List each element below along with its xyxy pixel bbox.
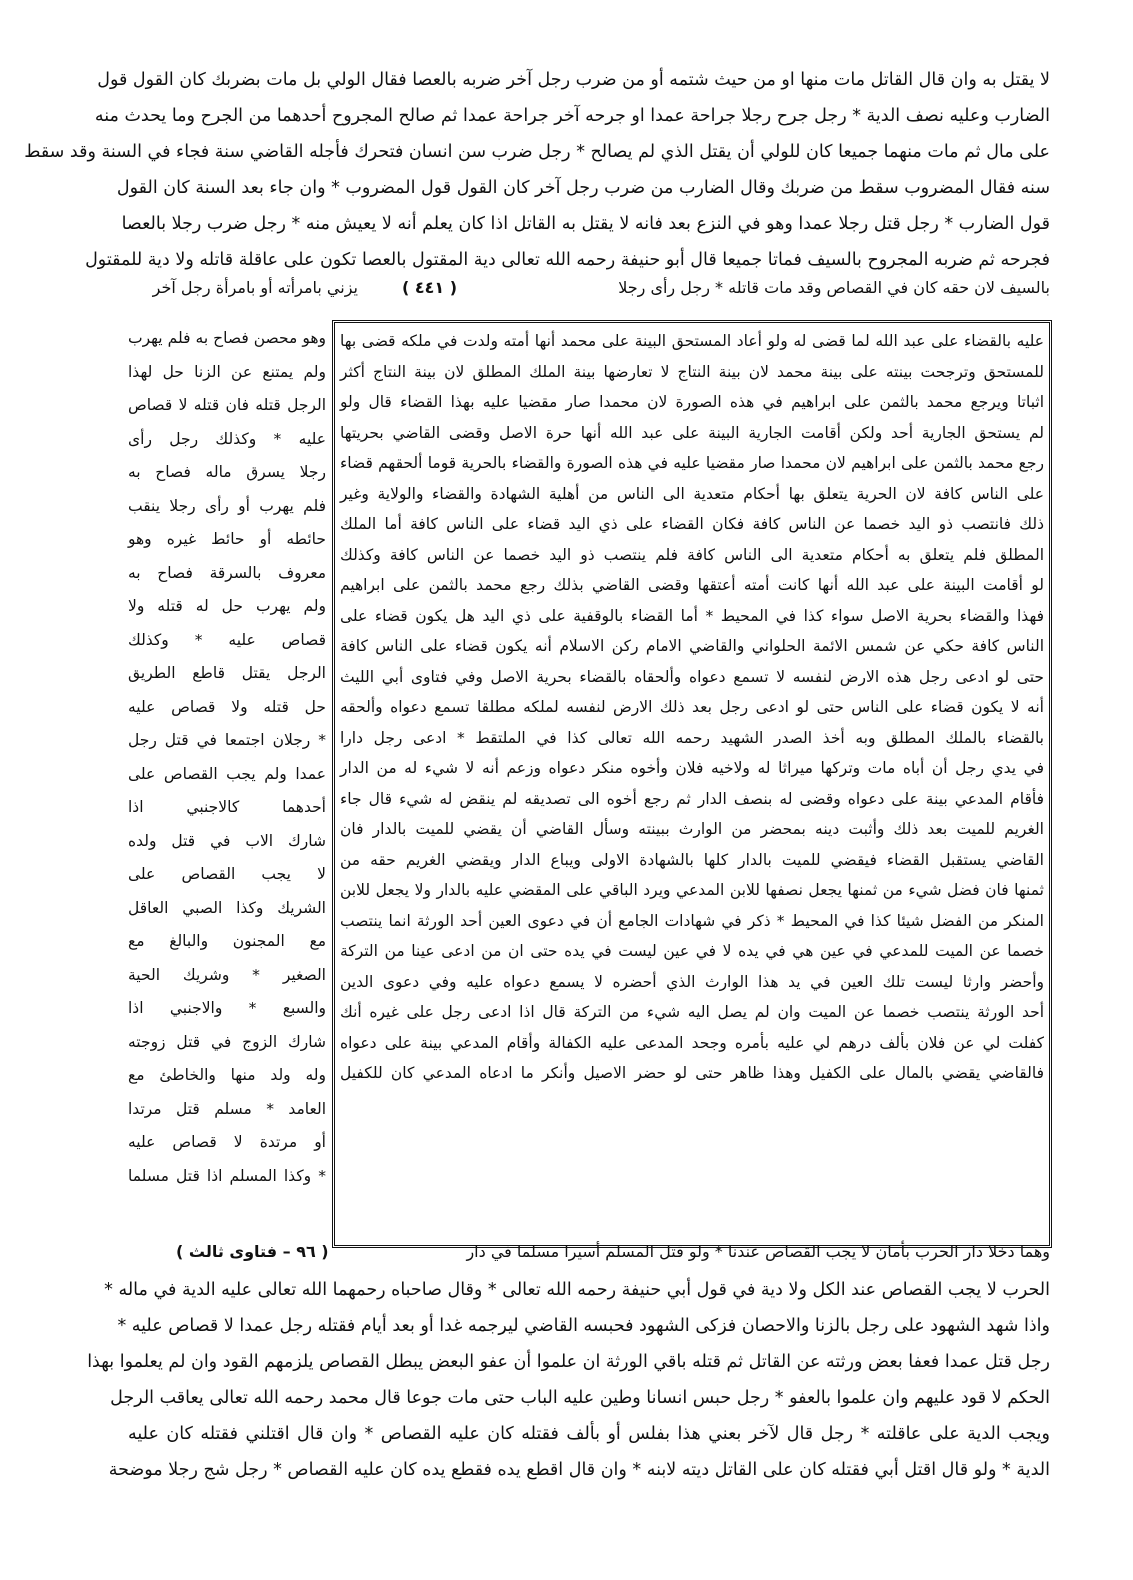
text-line: أحدهما كالاجنبي اذا xyxy=(128,798,326,816)
text-line: وهو محصن فصاح به فلم يهرب xyxy=(128,329,326,347)
text-line: ويجب الدية على عاقلته * رجل قال لآخر بعني هذا بفلس أو بألف فقتله كان عليه القصاص * وان قال اقتلني فقتله كان عليه xyxy=(128,1424,1050,1444)
text-line: الشريك وكذا الصبي العاقل xyxy=(128,898,326,917)
text-line: على مال ثم مات منهما جميعا كان للولي أن يقتل الذي لم يصالح * رجل ضرب سن انسان فتحرك فأجله القاضي سنة فجاء في السنة وقد سقط xyxy=(24,142,1050,162)
text-line: في يدي رجل أن أباه مات وتركها ميراثا له ولاخيه فلان وأخوه منكر دعواه وزعم أنه لا شيء له من الدار xyxy=(340,759,1044,777)
text-line: حتى لو ادعى رجل هذه الارض لنفسه لا تسمع دعواه وألحقاه بالقضاء بحرية الاصل وفي فتاوى أبي الليث xyxy=(340,667,1044,686)
text-line: عمدا ولم يجب القصاص على xyxy=(128,764,326,783)
text-line: والسبع * والاجنبي اذا xyxy=(128,999,326,1017)
header-text: بالسيف لان حقه كان في القصاص وقد مات قاتله * رجل رأى رجلا xyxy=(618,278,1050,297)
text-line: فلم يهرب أو رأى رجلا ينقب xyxy=(128,496,326,515)
text-line: سنه فقال المضروب سقط من ضربك وقال الضارب من ضرب رجل آخر كان القول قول المضروب * وان جاء بعد السنة كان القول xyxy=(116,178,1050,198)
text-line: فجرحه ثم ضربه المجروح بالسيف فماتا جميعا قال أبو حنيفة رحمه الله تعالى دية المقتول بالعصا تكون على عاقلة قاتله ولا دية للمقتول xyxy=(85,250,1050,270)
text-line: الغريم للميت بعد ذلك وأثبت دينه بمحضر من الوارث ببينته وسأل القاضي أن يقضي للميت بالدار فان xyxy=(340,820,1044,838)
text-line: الرجل قتله فان قتله لا قصاص xyxy=(128,396,326,414)
text-line: المنكر من الفضل شيئا كذا في المحيط * ذكر في شهادات الجامع أن في دعوى العين أحد الورثة انما ينتصب xyxy=(340,911,1044,930)
text-line: عليه * وكذلك رجل رأى xyxy=(128,429,326,448)
text-line: كفلت لي عن فلان بألف درهم لي عليه بأمره وجحد المدعى عليه الكفالة وأقام المدعي بينة على دعواه xyxy=(340,1033,1044,1052)
text-line: حائطه أو حائط غيره وهو xyxy=(128,530,326,548)
text-line: الدية * ولو قال اقتل أبي فقتله كان على القاتل ديته لابنه * وان قال اقطع يده فقطع يده كان عليه القصاص * رجل شج رجلا موضحة xyxy=(108,1460,1050,1480)
text-line: الرجل يقتل قاطع الطريق xyxy=(128,664,326,682)
text-line: لم يستحق الجارية أحد ولكن أقامت الجارية البينة على عبد الله أنها حرة الاصل وقضى القاضي بحريتها xyxy=(340,423,1044,442)
text-line: أحد الورثة ينتصب خصما عن الميت وان لم يصل اليه شيء من التركة قال اذا ادعى رجل على غيره أنك xyxy=(340,1003,1044,1021)
text-line: * رجلان اجتمعا في قتل رجل xyxy=(128,731,326,749)
text-line: ولم يمتنع عن الزنا حل لهذا xyxy=(128,362,326,381)
text-line: رجل قتل عمدا فعفا بعض ورثته عن القاتل ثم قتله باقي الورثة ان علموا أن عفو البعض يبطل القصاص يلزمهم القود وان لم يعلموا بهذا xyxy=(87,1352,1050,1372)
text-line: العامد * مسلم قتل مرتدا xyxy=(128,1099,326,1118)
text-line: وله ولد منها والخاطئ مع xyxy=(128,1066,326,1084)
text-line: القاضي يستقبل القضاء فيقضي للميت بالدار كلها بالشهادة الاولى ويباع الدار ويقضي الغريم حقه من xyxy=(340,850,1044,869)
text-line: الناس كافة حكي عن شمس الائمة الحلواني والقاضي الامام ركن الاسلام أنه يكون قضاء على الناس كافة xyxy=(340,637,1044,655)
text-line: رجلا يسرق ماله فصاح به xyxy=(128,463,326,481)
text-line: المطلق فلم يتعلق به أحكام متعدية الى الناس كافة فلم ينتصب ذو اليد خصما عن الناس كافة وكذلك xyxy=(340,545,1044,564)
text-line: لا يقتل به وان قال القاتل مات منها او من حيث شتمه أو من ضرب رجل آخر ضربه بالعصا فقال الولي بل مات بضربك كان القول قول xyxy=(97,70,1050,90)
text-line: رجع محمد بالثمن على ابراهيم لان محمدا صار مقضيا عليه في هذه الصورة والقضاء بالحرية قوما ألحقهم قضاء xyxy=(340,454,1044,472)
text-line: وأحضر وارثا ليست تلك العين في يد هذا الوارث الذي أحضره لا يسمع دعواه عليه وفي دعوى الدين xyxy=(340,972,1044,991)
text-line: واذا شهد الشهود على رجل بالزنا والاحصان فزكى الشهود فحبسه القاضي ليرجمه غدا أو بعد أيام فقتله رجل عمدا لا قصاص عليه * xyxy=(117,1316,1050,1336)
text-line: على الناس كافة لان الحرية يتعلق بها أحكام متعدية الى الناس من أهلية الشهادة والقضاء والولاية وغير xyxy=(340,484,1044,503)
text-line: الحرب لا يجب القصاص عند الكل ولا دية في قول أبي حنيفة رحمه الله تعالى * وقال صاحباه رحمهما الله تعالى عليه الدية في ماله * xyxy=(104,1280,1050,1300)
text-line: للمستحق وترجحت بينته على بينة محمد لان بينة النتاج لا تعارضها بينة الملك المطلق لان بينة النتاج أكثر xyxy=(340,362,1044,381)
text-line: أنه لا يكون قضاء على الناس حتى لو ادعى رجل بعد ذلك الارض لنفسه لملكه مطلقا تسمع دعواه وألحقه xyxy=(340,698,1044,716)
text-line: حل قتله ولا قصاص عليه xyxy=(128,697,326,716)
text-line: مع المجنون والبالغ مع xyxy=(128,932,326,950)
page-number: ( ٤٤١ ) xyxy=(402,278,458,297)
text-line: عليه بالقضاء على عبد الله لما قضى له ولو أعاد المستحق البينة على محمد أنها أمته ولدت في ملكه قضى بها xyxy=(340,332,1044,350)
text-line: بالقضاء بالملك المطلق وبه أخذ الصدر الشهيد رحمه الله تعالى كذا في الملتقط * ادعى رجل دارا xyxy=(340,728,1044,747)
volume-page-label: ( ٩٦ – فتاوى ثالث ) xyxy=(176,1242,329,1261)
text-line: الحكم لا قود عليهم وان علموا بالعفو * رجل حبس انسانا وطين عليه الباب حتى مات جوعا قال محمد رحمه الله تعالى يعاقب الرجل xyxy=(110,1388,1050,1408)
text-line: ثمنها فان فضل شيء من ثمنها يجعل نصفها للابن المدعي ويرد الباقي على المقضي عليه بالدار ولا يجعل للابن xyxy=(340,881,1044,899)
text-line: قول الضارب * رجل قتل رجلا عمدا وهو في النزع بعد فانه لا يقتل به القاتل اذا كان يعلم أنه لا يعيش منه * رجل ضرب رجلا بالعصا xyxy=(121,214,1050,234)
header-margin-text: يزني بامرأته أو بامرأة رجل آخر xyxy=(152,278,358,297)
footer-text: وهما دخلا دار الحرب بأمان لا يجب القصاص عندنا * ولو قتل المسلم أسيرا مسلما في دار xyxy=(466,1242,1050,1261)
text-line: الضارب وعليه نصف الدية * رجل جرح رجلا جراحة عمدا او جرحه آخر جراحة عمدا ثم صالح المجروح أحدهما من الجرح وما يحدث منه xyxy=(94,106,1050,126)
text-line xyxy=(340,1089,1044,1120)
text-line: فالقاضي يقضي بالمال على الكفيل وهذا ظاهر حتى لو حضر الاصيل وأنكر ما ادعاه المدعي كان للكفيل xyxy=(340,1064,1044,1082)
text-line: شارك الاب في قتل ولده xyxy=(128,831,326,850)
text-line: ذلك فانتصب ذو اليد خصما عن الناس كافة فكان القضاء على ذي اليد قضاء على الناس كافة أما الملك xyxy=(340,515,1044,533)
text-line: معروف بالسرقة فصاح به xyxy=(128,563,326,582)
text-line: شارك الزوج في قتل زوجته xyxy=(128,1032,326,1051)
text-line: فهذا والقضاء بحرية الاصل سواء كذا في المحيط * أما القضاء بالوقفية على ذي اليد هل يكون قضاء على xyxy=(340,606,1044,625)
text-line: لو أقامت البينة على عبد الله أنها كانت أمته أعتقها وقضى القاضي بذلك رجع محمد بالثمن على ابراهيم xyxy=(340,576,1044,594)
text-line: لا يجب القصاص على xyxy=(128,865,326,883)
text-line: أو مرتدة لا قصاص عليه xyxy=(128,1133,326,1151)
text-line: فأقام المدعي بينة على دعواه وقضى له بنصف الدار ثم رجع أخوه الى تصديقه لم ينقض له شيء قال جاء xyxy=(340,789,1044,808)
text-line: خصما عن الميت للمدعي في عين هي في يده لا في عين ليست في يده حتى ان من ادعى عينا من التركة xyxy=(340,942,1044,960)
text-line: ولم يهرب حل له قتله ولا xyxy=(128,597,326,615)
text-line: * وكذا المسلم اذا قتل مسلما xyxy=(128,1166,326,1185)
text-line: قصاص عليه * وكذلك xyxy=(128,630,326,649)
text-line: الصغير * وشريك الحية xyxy=(128,965,326,984)
text-line: اثباتا ويرجع محمد بالثمن على ابراهيم في هذه الصورة لان محمدا صار مقضيا عليه بهذا القضاء قال ولو xyxy=(340,393,1044,411)
